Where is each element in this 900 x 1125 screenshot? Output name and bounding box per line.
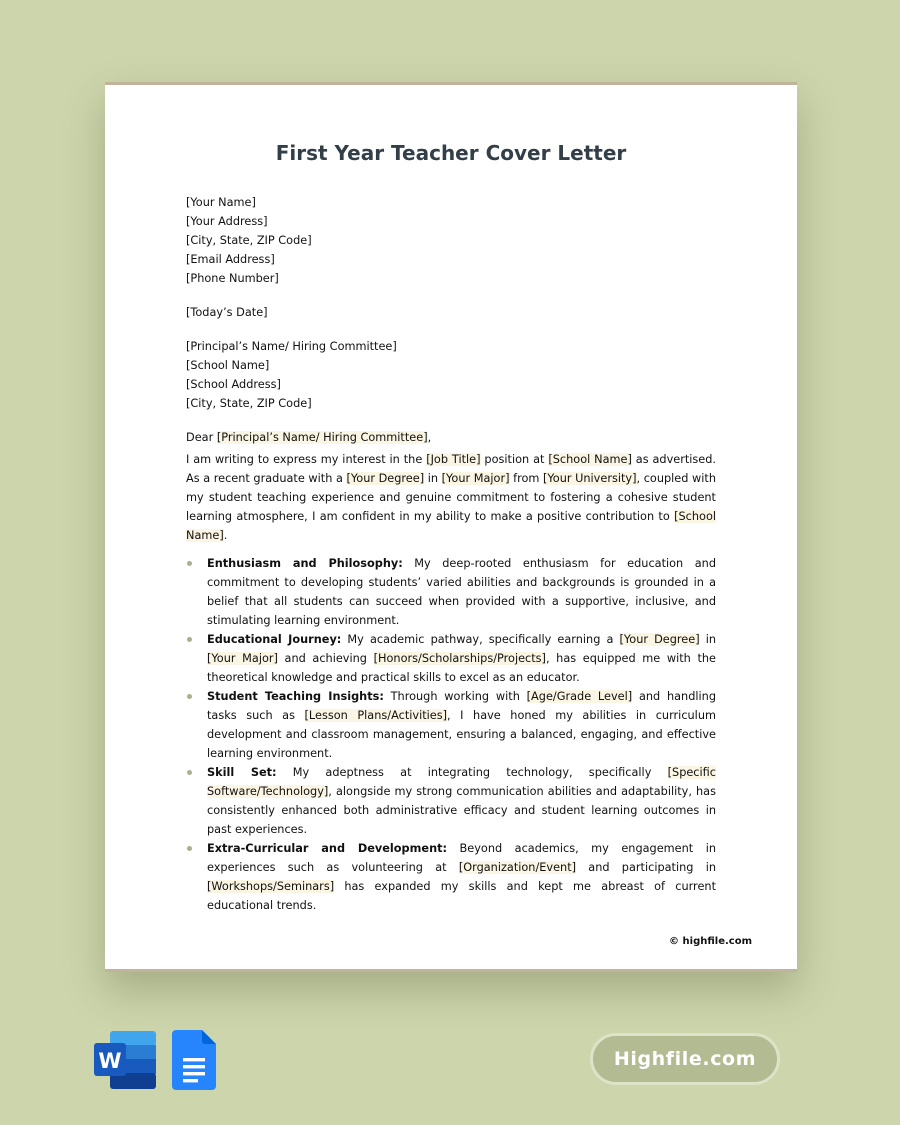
placeholder-text: [Honors/Scholarships/Projects] (373, 652, 546, 665)
recipient-school: [School Name] (186, 359, 270, 372)
sender-name: [Your Name] (186, 196, 256, 209)
body-text: and participating in (576, 861, 716, 874)
placeholder-text: [Your Major] (207, 652, 278, 665)
sender-email: [Email Address] (186, 253, 275, 266)
recipient-city: [City, State, ZIP Code] (186, 397, 312, 410)
placeholder-text: [Organization/Event] (458, 861, 577, 874)
placeholder-text: [School Name] (186, 510, 716, 542)
body-text: , alongside my strong communication abilities and adaptability, has consistently enhanced both administrative efficacy and student learning outcomes in past experiences. (207, 785, 716, 836)
body-text: I am writing to express my interest in the (186, 453, 427, 466)
body-text: , coupled with my student teaching experience and genuine commitment to fostering a cohesive student learning atmosphere, I am confident in my ability to make a positive contribution to (186, 472, 716, 523)
body-text: in (424, 472, 442, 485)
placeholder-text: [Specific Software/Technology] (207, 766, 716, 798)
intro-paragraph (186, 450, 716, 545)
list-item (186, 554, 716, 630)
list-item (186, 839, 716, 915)
body-text: My academic pathway, specifically earning a (341, 633, 620, 646)
qualification-list (186, 554, 716, 915)
placeholder-text: [Lesson Plans/Activities] (304, 709, 448, 722)
body-text: and handling tasks such as (207, 690, 716, 722)
document-page (105, 82, 797, 972)
placeholder-text: [Job Title] (426, 453, 481, 466)
placeholder-text: [Your Degree] (619, 633, 700, 646)
letter-date: [Today’s Date] (186, 306, 268, 319)
letter-body (186, 193, 716, 915)
sender-city: [City, State, ZIP Code] (186, 234, 312, 247)
body-text: Through working with (383, 690, 527, 703)
recipient-school-address: [School Address] (186, 378, 281, 391)
placeholder-text: [School Name] (548, 453, 632, 466)
placeholder-text: [Your University] (543, 472, 637, 485)
body-text: Beyond academics, my engagement in experiences such as volunteering at (207, 842, 716, 874)
word-icon-letter: W (98, 1049, 122, 1073)
placeholder-text: [Your Major] (441, 472, 510, 485)
body-text: position at (480, 453, 549, 466)
body-text: from (509, 472, 543, 485)
document-title: First Year Teacher Cover Letter (275, 141, 627, 165)
body-text: My deep-rooted enthusiasm for education and commitment to developing students’ varied abilities and backgrounds is grounded in a belief that all students can succeed when provided with a supportive, inclusive, and stimulating learning environment. (207, 557, 716, 627)
placeholder-text: [Workshops/Seminars] (207, 880, 335, 893)
list-item-label: Skill Set: (207, 766, 277, 779)
placeholder-text: [Your Degree] (346, 472, 425, 485)
list-item-label: Enthusiasm and Philosophy: (207, 557, 403, 570)
body-text: as advertised. As a recent graduate with a (186, 453, 717, 485)
salutation-suffix: , (427, 431, 432, 444)
brand-text: Highfile.com (613, 1048, 757, 1070)
microsoft-word-icon (94, 1031, 156, 1089)
copyright-notice: © highfile.com (669, 936, 752, 947)
body-text: , I have honed my abilities in curriculum development and classroom management, ensuring a balanced, engaging, and effective learning environment. (207, 709, 716, 760)
list-item-label: Student Teaching Insights: (207, 690, 384, 703)
salutation-prefix: Dear (186, 431, 217, 444)
google-docs-icon (172, 1030, 216, 1090)
recipient-name: [Principal’s Name/ Hiring Committee] (186, 340, 397, 353)
body-text: in (699, 633, 717, 646)
body-text: has expanded my skills and kept me abreast of current educational trends. (207, 880, 716, 912)
list-item (186, 687, 716, 763)
brand-badge[interactable] (590, 1033, 780, 1085)
body-text: and achieving (277, 652, 374, 665)
salutation-placeholder: [Principal’s Name/ Hiring Committee] (216, 431, 428, 444)
body-text: . (223, 529, 228, 542)
body-text: My adeptness at integrating technology, specifically (276, 766, 668, 779)
salutation (186, 428, 716, 447)
list-item (186, 763, 716, 839)
placeholder-text: [Age/Grade Level] (526, 690, 633, 703)
list-item (186, 630, 716, 687)
list-item-label: Educational Journey: (207, 633, 342, 646)
sender-phone: [Phone Number] (186, 272, 279, 285)
sender-address: [Your Address] (186, 215, 268, 228)
list-item-label: Extra-Curricular and Development: (207, 842, 448, 855)
body-text: , has equipped me with the theoretical knowledge and practical skills to excel as an educator. (207, 652, 716, 684)
